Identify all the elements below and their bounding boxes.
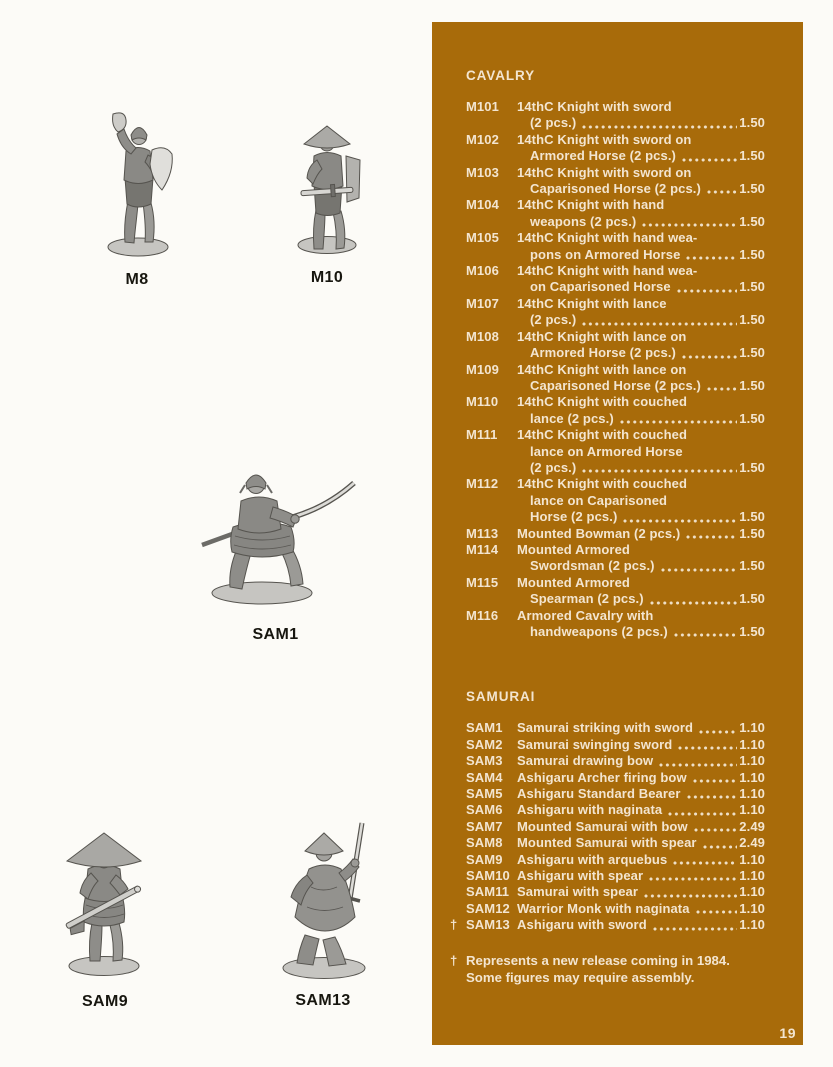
price-list-row	[466, 99, 765, 115]
item-price: 1.50	[739, 181, 765, 197]
item-code: M104	[466, 197, 499, 213]
dot-leader	[653, 927, 738, 931]
item-description: Samurai striking with sword	[517, 720, 694, 736]
miniature-photo-sam1	[189, 455, 362, 607]
price-list-row	[466, 115, 765, 131]
figure-caption-sam1: SAM1	[252, 626, 299, 643]
item-price: 1.10	[739, 720, 765, 736]
price-list-row	[466, 444, 765, 460]
dot-leader	[686, 256, 737, 260]
item-description: Ashigaru with spear	[517, 868, 644, 884]
item-description: lance on Caparisoned	[530, 492, 668, 508]
price-list-row	[466, 329, 765, 345]
item-description: Ashigaru Archer firing bow	[517, 769, 687, 785]
item-description: pons on Armored Horse	[530, 246, 681, 262]
item-code: M106	[466, 263, 499, 279]
item-code: M103	[466, 164, 499, 180]
page-number: 19	[779, 1025, 796, 1041]
item-description: Ashigaru with sword	[517, 917, 647, 933]
figure-sam1	[188, 455, 363, 644]
item-description: Mounted Armored	[517, 574, 630, 590]
price-list-row	[466, 394, 765, 410]
item-description: 14thC Knight with sword on	[517, 164, 692, 180]
dot-leader	[582, 125, 737, 129]
item-description: Mounted Armored	[517, 541, 630, 557]
price-list-row	[466, 575, 765, 591]
item-price: 1.50	[739, 148, 765, 164]
item-description: 14thC Knight with hand wea-	[517, 263, 698, 279]
item-description: Caparisoned Horse (2 pcs.)	[530, 181, 701, 197]
figure-caption-m10: M10	[310, 269, 344, 286]
price-list-row	[466, 624, 765, 640]
item-code: SAM7	[466, 818, 503, 834]
item-price: 1.50	[739, 312, 765, 328]
dot-leader	[668, 812, 737, 816]
item-description: 14thC Knight with lance on	[517, 361, 687, 377]
item-description: (2 pcs.)	[530, 115, 577, 131]
item-code: M112	[466, 476, 499, 492]
dot-leader	[677, 289, 738, 293]
item-description: Samurai with spear	[517, 884, 639, 900]
item-description: Mounted Samurai with bow	[517, 818, 688, 834]
price-list-row	[466, 427, 765, 443]
item-description: lance on Armored Horse	[530, 443, 683, 459]
price-list-row	[466, 770, 765, 786]
dot-leader	[674, 633, 737, 637]
item-code: SAM2	[466, 736, 503, 752]
footnote-line	[450, 952, 765, 969]
miniature-photo-sam13	[267, 817, 379, 979]
item-code: SAM4	[466, 769, 503, 785]
item-description: on Caparisoned Horse	[530, 279, 671, 295]
item-price: 1.50	[739, 345, 765, 361]
dot-leader	[642, 223, 737, 227]
price-list-row	[466, 197, 765, 213]
item-description: Armored Horse (2 pcs.)	[530, 345, 676, 361]
item-description: Swordsman (2 pcs.)	[530, 558, 655, 574]
miniature-photo-m8	[95, 108, 180, 258]
dot-leader	[707, 190, 737, 194]
item-code: SAM12	[466, 900, 510, 916]
item-code: M109	[466, 361, 499, 377]
item-code: SAM10	[466, 868, 510, 884]
figure-sam13	[266, 817, 380, 1010]
item-description: 14thC Knight with hand	[517, 197, 665, 213]
section-header-cavalry: CAVALRY	[466, 68, 536, 83]
figure-sam9	[56, 815, 154, 1011]
item-code: SAM3	[466, 753, 503, 769]
dot-leader	[699, 730, 737, 734]
samurai-items	[450, 720, 765, 933]
dot-leader	[673, 861, 737, 865]
item-code: M115	[466, 574, 499, 590]
item-description: weapons (2 pcs.)	[530, 213, 637, 229]
price-list-row	[466, 509, 765, 525]
item-price: 1.10	[739, 736, 765, 752]
dot-leader	[644, 894, 737, 898]
price-list-row	[466, 181, 765, 197]
item-description: Spearman (2 pcs.)	[530, 591, 644, 607]
item-description: Horse (2 pcs.)	[530, 509, 618, 525]
price-list-row	[466, 279, 765, 295]
miniature-photo-m10	[287, 118, 367, 256]
price-list-row	[466, 591, 765, 607]
item-code: M101	[466, 99, 499, 114]
price-list-row	[466, 526, 765, 542]
price-list-row	[466, 263, 765, 279]
item-price: 1.10	[739, 851, 765, 867]
item-description: (2 pcs.)	[530, 459, 577, 475]
figure-caption-m8: M8	[125, 271, 149, 288]
item-description: Armored Horse (2 pcs.)	[530, 148, 676, 164]
dot-leader	[623, 519, 737, 523]
price-list-panel	[432, 22, 803, 1045]
item-code: SAM8	[466, 835, 503, 851]
item-description: 14thC Knight with sword on	[517, 131, 692, 147]
dot-leader	[687, 795, 738, 799]
item-code: SAM13	[466, 917, 510, 933]
price-list-row	[466, 868, 765, 884]
price-list-row	[466, 247, 765, 263]
footnote	[450, 952, 765, 986]
item-description: 14thC Knight with couched	[517, 476, 688, 492]
item-code: M105	[466, 230, 499, 246]
item-code: SAM1	[466, 720, 503, 736]
item-price: 2.49	[739, 818, 765, 834]
new-release-dagger: †	[450, 917, 458, 933]
item-price: 1.50	[739, 558, 765, 574]
price-list-row	[466, 737, 765, 753]
item-description: Ashigaru Standard Bearer	[517, 786, 681, 802]
price-list-row	[466, 901, 765, 917]
price-list-row	[466, 312, 765, 328]
item-price: 1.10	[739, 769, 765, 785]
price-list-row	[466, 852, 765, 868]
dot-leader	[686, 535, 737, 539]
price-list-row	[466, 378, 765, 394]
price-list-row	[466, 819, 765, 835]
item-description: Samurai swinging sword	[517, 736, 673, 752]
item-code: SAM6	[466, 802, 503, 818]
price-list-row	[466, 476, 765, 492]
item-code: SAM11	[466, 884, 510, 900]
price-list-row	[466, 608, 765, 624]
miniature-photo-sam9	[58, 815, 152, 977]
item-code: SAM5	[466, 786, 503, 802]
item-description: 14thC Knight with lance on	[517, 328, 687, 344]
item-price: 1.10	[739, 802, 765, 818]
item-price: 1.50	[739, 410, 765, 426]
item-price: 1.50	[739, 377, 765, 393]
price-list-row	[466, 345, 765, 361]
item-price: 1.10	[739, 868, 765, 884]
item-description: handweapons (2 pcs.)	[530, 624, 668, 639]
item-price: 1.50	[739, 246, 765, 262]
item-description: lance (2 pcs.)	[530, 410, 614, 426]
price-list-row	[466, 148, 765, 164]
item-price: 1.10	[739, 753, 765, 769]
item-description: Caparisoned Horse (2 pcs.)	[530, 377, 701, 393]
price-list-row	[466, 493, 765, 509]
item-description: (2 pcs.)	[530, 312, 577, 328]
item-price: 1.50	[739, 624, 765, 639]
price-list-row	[466, 296, 765, 312]
price-list-row	[466, 558, 765, 574]
item-price: 1.50	[739, 279, 765, 295]
price-list-row	[466, 720, 765, 736]
item-description: 14thC Knight with couched	[517, 427, 688, 443]
price-list-row	[466, 802, 765, 818]
dot-leader	[707, 387, 737, 391]
item-code: M116	[466, 607, 499, 623]
dot-leader	[696, 910, 738, 914]
figure-m10	[285, 118, 369, 287]
footnote-text: Represents a new release coming in 1984.	[466, 952, 730, 968]
dot-leader	[693, 779, 738, 783]
price-list-row	[466, 460, 765, 476]
item-description: 14thC Knight with lance	[517, 295, 667, 311]
item-code: M108	[466, 328, 499, 344]
new-release-dagger: †	[450, 952, 458, 968]
item-code: M114	[466, 541, 499, 557]
price-list-row	[466, 786, 765, 802]
item-description: Warrior Monk with naginata	[517, 900, 690, 916]
dot-leader	[682, 158, 737, 162]
section-samurai	[450, 688, 765, 933]
dot-leader	[694, 828, 738, 832]
item-price: 1.10	[739, 900, 765, 916]
footnote-text: Some figures may require assembly.	[466, 969, 695, 985]
dot-leader	[582, 469, 737, 473]
item-price: 1.10	[739, 786, 765, 802]
figure-caption-sam13: SAM13	[295, 992, 351, 1009]
dot-leader	[620, 420, 738, 424]
item-description: Samurai drawing bow	[517, 753, 654, 769]
item-price: 1.50	[739, 115, 765, 131]
price-list-row	[450, 917, 765, 933]
price-list-row	[466, 165, 765, 181]
item-code: M111	[466, 427, 498, 443]
item-description: 14thC Knight with sword	[517, 99, 672, 114]
item-description: Mounted Samurai with spear	[517, 835, 697, 851]
item-code: M107	[466, 295, 499, 311]
item-price: 1.50	[739, 459, 765, 475]
item-price: 1.10	[739, 917, 765, 933]
item-price: 1.50	[739, 525, 765, 541]
item-description: Armored Cavalry with	[517, 607, 654, 623]
item-price: 1.50	[739, 591, 765, 607]
item-code: M110	[466, 394, 499, 410]
item-price: 1.50	[739, 509, 765, 525]
dot-leader	[659, 763, 737, 767]
item-description: 14thC Knight with couched	[517, 394, 688, 410]
item-description: Ashigaru with arquebus	[517, 851, 668, 867]
dot-leader	[678, 746, 737, 750]
dot-leader	[649, 877, 737, 881]
dot-leader	[703, 845, 738, 849]
figure-caption-sam9: SAM9	[81, 993, 129, 1010]
item-description: Mounted Bowman (2 pcs.)	[517, 525, 681, 541]
price-list-row	[466, 753, 765, 769]
item-price: 1.50	[739, 213, 765, 229]
price-list-row	[466, 362, 765, 378]
price-list-row	[466, 214, 765, 230]
price-list-row	[466, 542, 765, 558]
price-list-row	[466, 230, 765, 246]
item-description: 14thC Knight with hand wea-	[517, 230, 698, 246]
footnote-line	[466, 969, 765, 986]
dot-leader	[650, 601, 738, 605]
item-code: M113	[466, 525, 499, 541]
item-code: SAM9	[466, 851, 503, 867]
item-code: M102	[466, 131, 499, 147]
item-price: 1.10	[739, 884, 765, 900]
price-list-row	[466, 411, 765, 427]
item-price: 2.49	[739, 835, 765, 851]
price-list-row	[466, 132, 765, 148]
dot-leader	[582, 322, 737, 326]
section-header-samurai: SAMURAI	[466, 689, 536, 705]
cavalry-items	[466, 99, 765, 640]
figure-m8	[93, 108, 181, 289]
item-description: Ashigaru with naginata	[517, 802, 663, 818]
price-list-row	[466, 884, 765, 900]
dot-leader	[661, 568, 738, 572]
price-list-row	[466, 835, 765, 851]
dot-leader	[682, 355, 737, 359]
section-cavalry	[466, 67, 765, 640]
